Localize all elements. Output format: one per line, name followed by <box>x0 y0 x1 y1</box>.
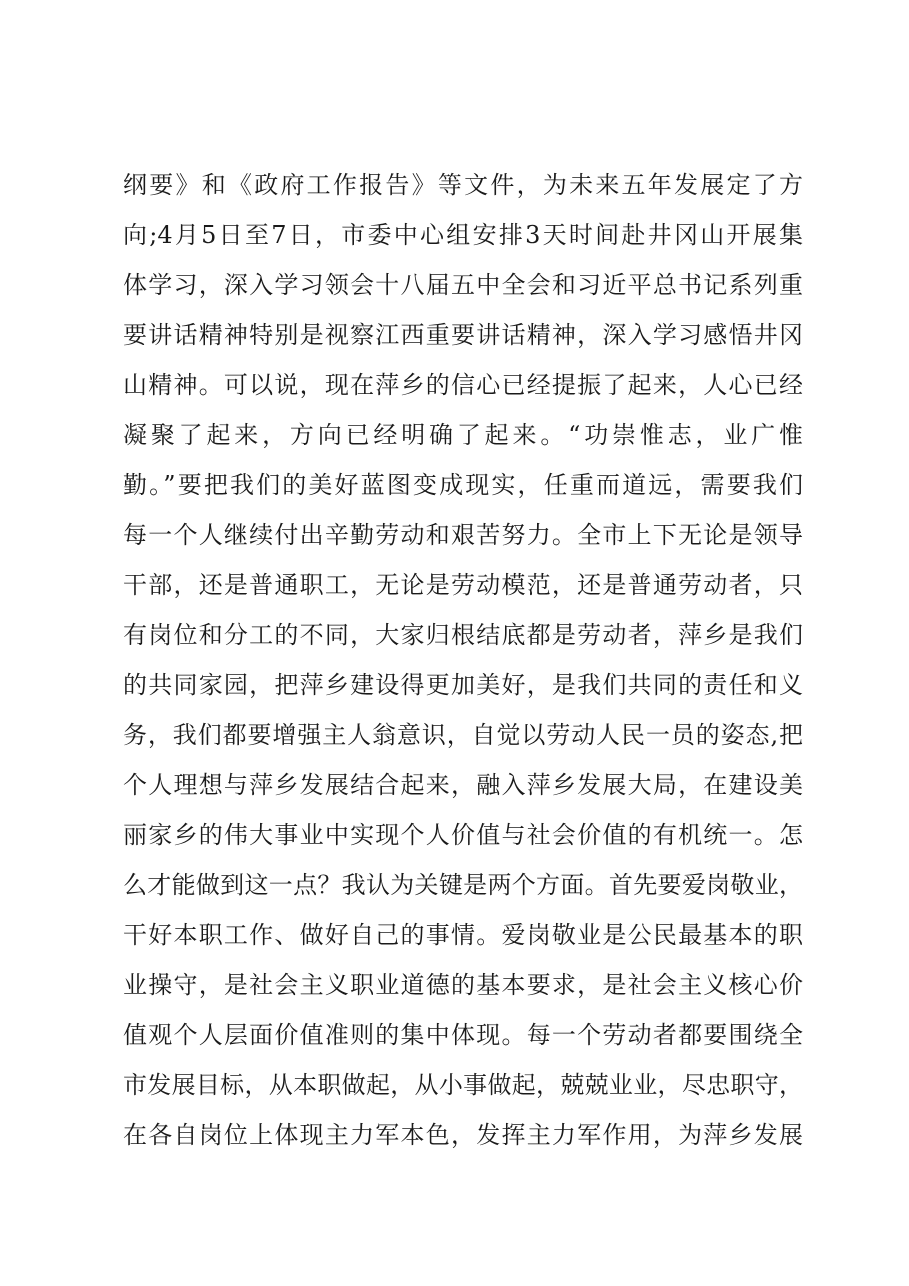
text-line: 每一个人继续付出辛勤劳动和艰苦努力。全市上下无论是领导 <box>123 521 803 549</box>
text-line: 纲要》和《政府工作报告》等文件，为未来五年发展定了方 <box>123 171 803 199</box>
text-line: 么才能做到这一点？我认为关键是两个方面。首先要爱岗敬业， <box>123 871 803 899</box>
text-line: 干部，还是普通职工，无论是劳动模范，还是普通劳动者，只 <box>123 571 803 599</box>
text-line: 干好本职工作、做好自己的事情。爱岗敬业是公民最基本的职 <box>123 921 803 949</box>
text-line: 业操守，是社会主义职业道德的基本要求，是社会主义核心价 <box>123 971 803 999</box>
text-line: 有岗位和分工的不同，大家归根结底都是劳动者，萍乡是我们 <box>123 621 803 649</box>
text-line: 的共同家园，把萍乡建设得更加美好，是我们共同的责任和义 <box>123 671 803 699</box>
text-line: 勤。”要把我们的美好蓝图变成现实，任重而道远，需要我们 <box>123 471 803 499</box>
text-line: 凝聚了起来，方向已经明确了起来。“功崇惟志，业广惟 <box>123 421 803 449</box>
text-line: 向;4月5日至7日，市委中心组安排3天时间赴井冈山开展集 <box>123 221 803 249</box>
text-line: 务，我们都要增强主人翁意识，自觉以劳动人民一员的姿态,把 <box>123 721 803 749</box>
body-paragraph <box>123 160 803 1160</box>
text-line: 个人理想与萍乡发展结合起来，融入萍乡发展大局，在建设美 <box>123 771 803 799</box>
text-line: 丽家乡的伟大事业中实现个人价值与社会价值的有机统一。怎 <box>123 821 803 849</box>
text-line: 体学习，深入学习领会十八届五中全会和习近平总书记系列重 <box>123 271 803 299</box>
text-line: 市发展目标，从本职做起，从小事做起，兢兢业业，尽忠职守， <box>123 1071 803 1099</box>
text-line: 山精神。可以说，现在萍乡的信心已经提振了起来，人心已经 <box>123 371 803 399</box>
text-line: 要讲话精神特别是视察江西重要讲话精神，深入学习感悟井冈 <box>123 321 803 349</box>
text-line: 值观个人层面价值准则的集中体现。每一个劳动者都要围绕全 <box>123 1021 803 1049</box>
text-line: 在各自岗位上体现主力军本色，发挥主力军作用，为萍乡发展 <box>123 1121 803 1149</box>
